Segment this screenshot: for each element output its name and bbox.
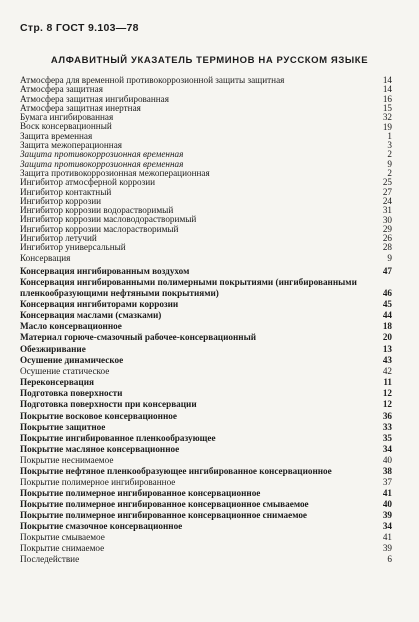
- index-page-number: 12: [382, 398, 392, 409]
- index-page-number: 28: [382, 242, 392, 253]
- index-entry: [20, 488, 392, 499]
- index-term: Защита противокоррозионная временная: [20, 149, 184, 160]
- index-page-number: 6: [387, 553, 392, 564]
- index-entry: [20, 321, 392, 332]
- index-page-number: 2: [387, 149, 392, 160]
- index-entry: [20, 532, 392, 543]
- index-term: Покрытие нефтяное пленкообразующее ингибированное консервационное: [20, 465, 332, 476]
- index-title: АЛФАВИТНЫЙ УКАЗАТЕЛЬ ТЕРМИНОВ НА РУССКОМ ЯЗЫКЕ: [50, 55, 369, 66]
- index-term: Ингибитор летучий: [20, 233, 97, 244]
- index-term: Защита временная: [20, 130, 93, 141]
- index-term: Ингибитор контактный: [20, 186, 112, 197]
- index-term: Консервация ингибиторами коррозии: [20, 298, 179, 309]
- index-entry: [20, 477, 392, 488]
- index-term: Покрытие снимаемое: [20, 542, 105, 553]
- index-page-number: 44: [382, 309, 392, 320]
- index-page-number: 20: [382, 331, 392, 342]
- index-term: Ингибитор коррозии маслорастворимый: [20, 223, 179, 234]
- index-term: Атмосфера защитная ингибированная: [20, 93, 169, 104]
- index-entry: [20, 422, 392, 433]
- index-term: Покрытие защитное: [20, 421, 106, 432]
- index-entry: [20, 277, 392, 288]
- index-page-number: 40: [382, 454, 392, 465]
- index-page-number: 38: [382, 465, 392, 476]
- index-term: Защита межоперационная: [20, 140, 123, 151]
- index-term: Покрытие полимерное ингибированное консервационное: [20, 487, 261, 498]
- index-page-number: 3: [387, 140, 392, 151]
- index-page-number: 34: [382, 443, 392, 454]
- index-entry: [20, 399, 392, 410]
- index-page-number: 35: [382, 432, 392, 443]
- index-term: Консервация маслами (смазками): [20, 309, 162, 320]
- index-page-number: 33: [382, 421, 392, 432]
- index-term: Обезжиривание: [20, 343, 86, 354]
- index-page-number: 27: [382, 186, 392, 197]
- index-term: Воск консервационный: [20, 121, 112, 132]
- index-term: Масло консервационное: [20, 320, 122, 331]
- index-term: Осушение динамическое: [20, 354, 124, 365]
- index-term: Консервация ингибированным воздухом: [20, 265, 190, 276]
- index-term: Атмосфера защитная инертная: [20, 102, 141, 113]
- index-page-number: 12: [382, 387, 392, 398]
- index-page-number: 26: [382, 233, 392, 244]
- index-term: Покрытие восковое консервационное: [20, 410, 177, 421]
- index-term: Покрытие смываемое: [20, 531, 105, 542]
- index-page-number: 41: [382, 531, 392, 542]
- index-page-number: 13: [382, 343, 392, 354]
- index-page-number: 16: [382, 93, 392, 104]
- index-term: Материал горюче-смазочный рабочее-консервационный: [20, 331, 257, 342]
- index-page-number: 2: [387, 168, 392, 179]
- index-page-number: 30: [382, 214, 392, 225]
- index-term: Ингибитор атмосферной коррозии: [20, 177, 156, 188]
- index-page-number: 46: [382, 287, 392, 298]
- index-entry: [20, 510, 392, 521]
- index-term: Бумага ингибированная: [20, 112, 114, 123]
- index-entry: [20, 433, 392, 444]
- index-term: Атмосфера защитная: [20, 84, 103, 95]
- index-page-number: 14: [382, 75, 392, 86]
- index-term: Переконсервация: [20, 376, 94, 387]
- index-entry: [20, 266, 392, 277]
- index-entry: [20, 288, 392, 299]
- index-entry: [20, 543, 392, 554]
- index-entry: [20, 253, 392, 264]
- index-term: Консервация ингибированными полимерными покрытиями (ингибированными: [20, 276, 357, 287]
- index-page-number: 24: [382, 195, 392, 206]
- index-entry: [20, 332, 392, 343]
- index-page-number: 29: [382, 223, 392, 234]
- index-page-number: 14: [382, 84, 392, 95]
- index-entry: [20, 388, 392, 399]
- index-term: Ингибитор коррозии масловодорастворимый: [20, 214, 197, 225]
- index-page-number: 15: [382, 102, 392, 113]
- index-term: Покрытие полимерное ингибированное консервационное снимаемое: [20, 509, 308, 520]
- index-page-number: 31: [382, 205, 392, 216]
- index-page-number: 45: [382, 298, 392, 309]
- index-term: Подготовка поверхности: [20, 387, 123, 398]
- index-term: Осушение статическое: [20, 365, 110, 376]
- index-entry: [20, 444, 392, 455]
- index-page-number: 47: [382, 265, 392, 276]
- index-page-number: 1: [387, 130, 392, 141]
- index-entry: [20, 455, 392, 466]
- index-entry: [20, 554, 392, 565]
- index-page-number: 9: [387, 252, 392, 263]
- index-entry: [20, 499, 392, 510]
- index-entry: [20, 243, 392, 252]
- index-term: Защита противокоррозионная временная: [20, 158, 184, 169]
- page-running-head: Стр. 8 ГОСТ 9.103—78: [20, 22, 139, 34]
- index-entry: [20, 466, 392, 477]
- index-term: Ингибитор коррозии: [20, 195, 102, 206]
- index-term: Ингибитор коррозии водорастворимый: [20, 205, 174, 216]
- index-page-number: 34: [382, 520, 392, 531]
- index-page-number: 41: [382, 487, 392, 498]
- index-page-number: 36: [382, 410, 392, 421]
- index-term: Покрытие полимерное ингибированное: [20, 476, 176, 487]
- index-entry: [20, 299, 392, 310]
- term-index-list: [20, 76, 392, 565]
- index-page-number: 18: [382, 320, 392, 331]
- index-term: Покрытие неснимаемое: [20, 454, 114, 465]
- index-entry: [20, 521, 392, 532]
- index-entry: [20, 355, 392, 366]
- index-term: Покрытие масляное консервационное: [20, 443, 180, 454]
- index-term: Консервация: [20, 252, 71, 263]
- index-page-number: 25: [382, 177, 392, 188]
- index-term: Последействие: [20, 553, 80, 564]
- index-entry: [20, 310, 392, 321]
- index-page-number: 40: [382, 498, 392, 509]
- index-page-number: 42: [382, 365, 392, 376]
- index-term: Покрытие ингибированное пленкообразующее: [20, 432, 216, 443]
- index-page-number: 32: [382, 112, 392, 123]
- index-page-number: 37: [382, 476, 392, 487]
- index-term: Подготовка поверхности при консервации: [20, 398, 197, 409]
- index-term: Ингибитор универсальный: [20, 242, 126, 253]
- index-term: Покрытие смазочное консервационное: [20, 520, 183, 531]
- index-term: Покрытие полимерное ингибированное консервационное смываемое: [20, 498, 309, 509]
- index-entry: [20, 344, 392, 355]
- index-page-number: 19: [382, 121, 392, 132]
- index-entry: [20, 377, 392, 388]
- index-page-number: 11: [383, 376, 392, 387]
- index-page-number: 39: [382, 542, 392, 553]
- index-term: Защита противокоррозионная межоперационная: [20, 167, 210, 178]
- index-page-number: 43: [382, 354, 392, 365]
- index-page-number: 9: [387, 158, 392, 169]
- index-entry: [20, 366, 392, 377]
- index-term: Атмосфера для временной противокоррозионной защиты защитная: [20, 75, 285, 85]
- index-term: пленкообразующими нефтяными покрытиями): [20, 287, 219, 298]
- index-page-number: 39: [382, 509, 392, 520]
- index-entry: [20, 411, 392, 422]
